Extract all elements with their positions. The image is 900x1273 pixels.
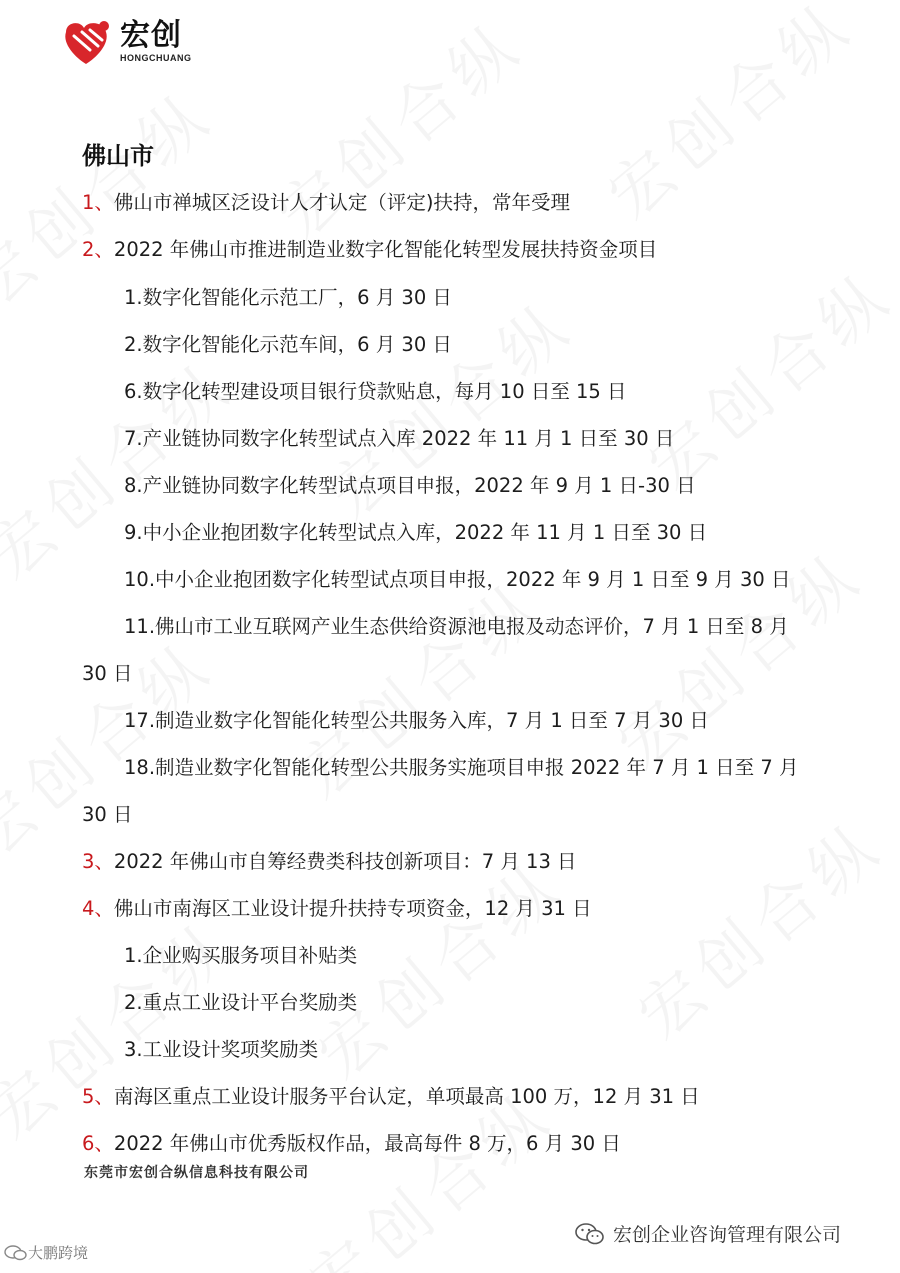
- logo-mark-icon: [60, 14, 116, 70]
- sub-item: [124, 564, 790, 592]
- item-number: 3、: [82, 850, 114, 873]
- sub-item: [124, 423, 674, 451]
- sub-item: [124, 1034, 318, 1062]
- brand-bubble-icon: [4, 1244, 28, 1262]
- item-text: 9.中小企业抱团数字化转型试点入库，2022 年 11 月 1 日至 30 日: [124, 521, 708, 544]
- watermark: [625, 246, 900, 507]
- sub-item: [124, 752, 798, 780]
- item-text: 佛山市南海区工业设计提升扶持专项资金，12 月 31 日: [113, 897, 592, 920]
- item-text: 1.数字化智能化示范工厂，6 月 30 日: [124, 286, 452, 309]
- logo-name-cn: 宏创: [120, 18, 182, 53]
- sub-item: [124, 282, 452, 310]
- item-text: 6.数字化转型建设项目银行贷款贴息，每月 10 日至 15 日: [124, 380, 627, 403]
- wechat-account-name: 宏创企业咨询管理有限公司: [613, 1224, 842, 1246]
- sub-item: [124, 705, 709, 733]
- item-text: 7.产业链协同数字化转型试点入库 2022 年 11 月 1 日至 30 日: [124, 427, 675, 450]
- sub-item-continued: [82, 658, 133, 686]
- sub-item: [124, 987, 357, 1015]
- watermark: [0, 896, 251, 1157]
- item-text: 2022 年佛山市自筹经费类科技创新项目：7 月 13 日: [113, 850, 577, 873]
- page-title: 佛山市: [82, 142, 154, 170]
- watermark: [0, 336, 251, 597]
- sub-item: [124, 940, 357, 968]
- watermark: [615, 796, 900, 1057]
- item-number: 2、: [82, 238, 114, 261]
- watermark: [255, 0, 541, 256]
- item-text: 2022 年佛山市优秀版权作品，最高每件 8 万，6 月 30 日: [113, 1132, 621, 1155]
- item-text: 10.中小企业抱团数字化转型试点项目申报，2022 年 9 月 1 日至 9 月 30 日: [124, 568, 791, 591]
- item-number: 4、: [82, 897, 114, 920]
- item-text: 17.制造业数字化智能化转型公共服务入库，7 月 1 日至 7 月 30 日: [124, 709, 709, 732]
- item-text: 3.工业设计奖项奖励类: [124, 1038, 319, 1061]
- sub-item: [124, 470, 696, 498]
- sub-item: [124, 611, 789, 639]
- item-text: 南海区重点工业设计服务平台认定，单项最高 100 万，12 月 31 日: [113, 1085, 700, 1108]
- item-text: 2022 年佛山市推进制造业数字化智能化转型发展扶持资金项目: [113, 238, 658, 261]
- list-item: [82, 187, 570, 215]
- item-text: 8.产业链协同数字化转型试点项目申报，2022 年 9 月 1 日-30 日: [124, 474, 696, 497]
- sub-item: [124, 376, 627, 404]
- list-item: [82, 234, 657, 262]
- watermark: [0, 616, 231, 877]
- sub-item: [124, 329, 452, 357]
- item-text: 11.佛山市工业互联网产业生态供给资源池电报及动态评价，7 月 1 日至 8 月: [124, 615, 789, 638]
- item-text: 2.数字化智能化示范车间，6 月 30 日: [124, 333, 452, 356]
- company-logo: [60, 14, 192, 70]
- wechat-icon: [575, 1222, 605, 1246]
- corner-brand-name: 大鹏跨境: [28, 1244, 89, 1262]
- item-number: 6、: [82, 1132, 114, 1155]
- item-text: 2.重点工业设计平台奖励类: [124, 991, 358, 1014]
- list-item: [82, 893, 592, 921]
- item-text: 1.企业购买服务项目补贴类: [124, 944, 358, 967]
- list-item: [82, 846, 577, 874]
- item-text: 30 日: [82, 803, 133, 826]
- list-item: [82, 1081, 700, 1109]
- item-text: 18.制造业数字化智能化转型公共服务实施项目申报 2022 年 7 月 1 日至 7 月: [124, 756, 799, 779]
- item-number: 5、: [82, 1085, 114, 1108]
- list-item: [82, 1128, 621, 1156]
- item-text: 佛山市禅城区泛设计人才认定（评定)扶持，常年受理: [113, 191, 571, 214]
- item-text: 30 日: [82, 662, 133, 685]
- sub-item-continued: [82, 799, 133, 827]
- wechat-account-tag[interactable]: [575, 1220, 841, 1247]
- corner-brand: [4, 1242, 88, 1263]
- footer-company-name: 东莞市宏创合纵信息科技有限公司: [84, 1165, 309, 1181]
- sub-item: [124, 517, 707, 545]
- item-number: 1、: [82, 191, 114, 214]
- logo-name-en: HONGCHUANG: [120, 53, 192, 63]
- watermark: [585, 0, 871, 236]
